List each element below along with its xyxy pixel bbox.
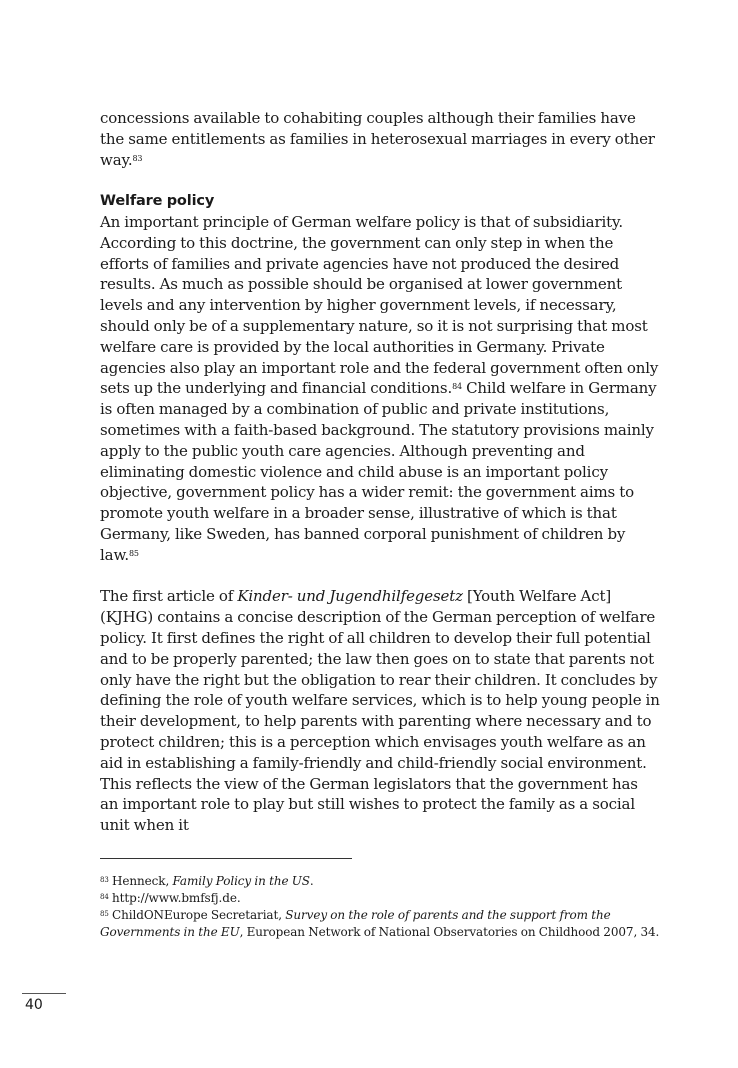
footnote-ref-84: 84 (452, 382, 462, 392)
page-number-rule (22, 993, 66, 994)
section-heading: Welfare policy (100, 193, 215, 210)
welfare-paragraph-2: The first article of Kinder- und Jugendhilfegesetz [Youth Welfare Act] (KJHG) contains a concise description of the German perception of welfare policy. It first defines the right of all children to develop their full potential and to be properly parented; the law then goes on to state that parents not only have the right but the obligation to rear their children. It concludes by defining the role of youth welfare services, which is to help young people in their development, to help parents with parenting where necessary and to protect children; this is a perception which envisages youth welfare as an aid in establishing a family-friendly and child-friendly social environment. This reflects the view of the German legislators that the government has an important role to play but still wishes to protect the family as a social unit when it (100, 587, 660, 835)
footnote-ref-85: 85 (128, 548, 139, 558)
main-text (100, 108, 660, 836)
welfare-paragraph-1: An important principle of German welfare policy is that of subsidiarity. According to this doctrine, the government can only step in when the efforts of families and private agencies have not produced the desired results. As much as possible should be organised at lower government levels and any intervention by higher government levels, if necessary, should only be of a supplementary nature, so it is not surprising that most welfare care is provided by the local authorities in Germany. Private agencies also play an important role and the federal government often only sets up the underlying and financial conditions.$^{84}$ Child welfare in Germany is often managed by a combination of public and private institutions, sometimes with a faith-based background. The statutory provisions mainly apply to the public youth care agencies. Although preventing and eliminating domestic violence and child abuse is an important policy objective, government policy has a wider remit: the government aims to promote youth welfare in a broader sense, illustrative of which is that Germany, like Sweden, has banned corporal punishment of children by law.$^{85}$ (100, 212, 659, 564)
act-name: Kinder- und Jugendhilfegesetz (237, 587, 463, 606)
intro-paragraph: concessions available to cohabiting couples although their families have the same entitlements as families in heterosexual marriages in every other way.$^{83}$ (100, 109, 655, 169)
footnote-separator (100, 858, 352, 859)
footnote-link: http://www.bmfsfj.de. (112, 891, 241, 905)
footnote-85: $^{85}$ ChildONEurope Secretariat, Survey on the role of parents and the support from the Governments in the EU, European Network of National Observatories on Childhood 2007, 34. (100, 908, 660, 939)
footnote-ref-83: 83 (132, 153, 143, 163)
footnote-84: $^{84}$ http://www.bmfsfj.de. (100, 891, 241, 905)
footnote-83: $^{83}$ Henneck, Family Policy in the US. (100, 874, 314, 888)
footnotes (100, 873, 660, 941)
page-number: 40 (25, 997, 43, 1013)
